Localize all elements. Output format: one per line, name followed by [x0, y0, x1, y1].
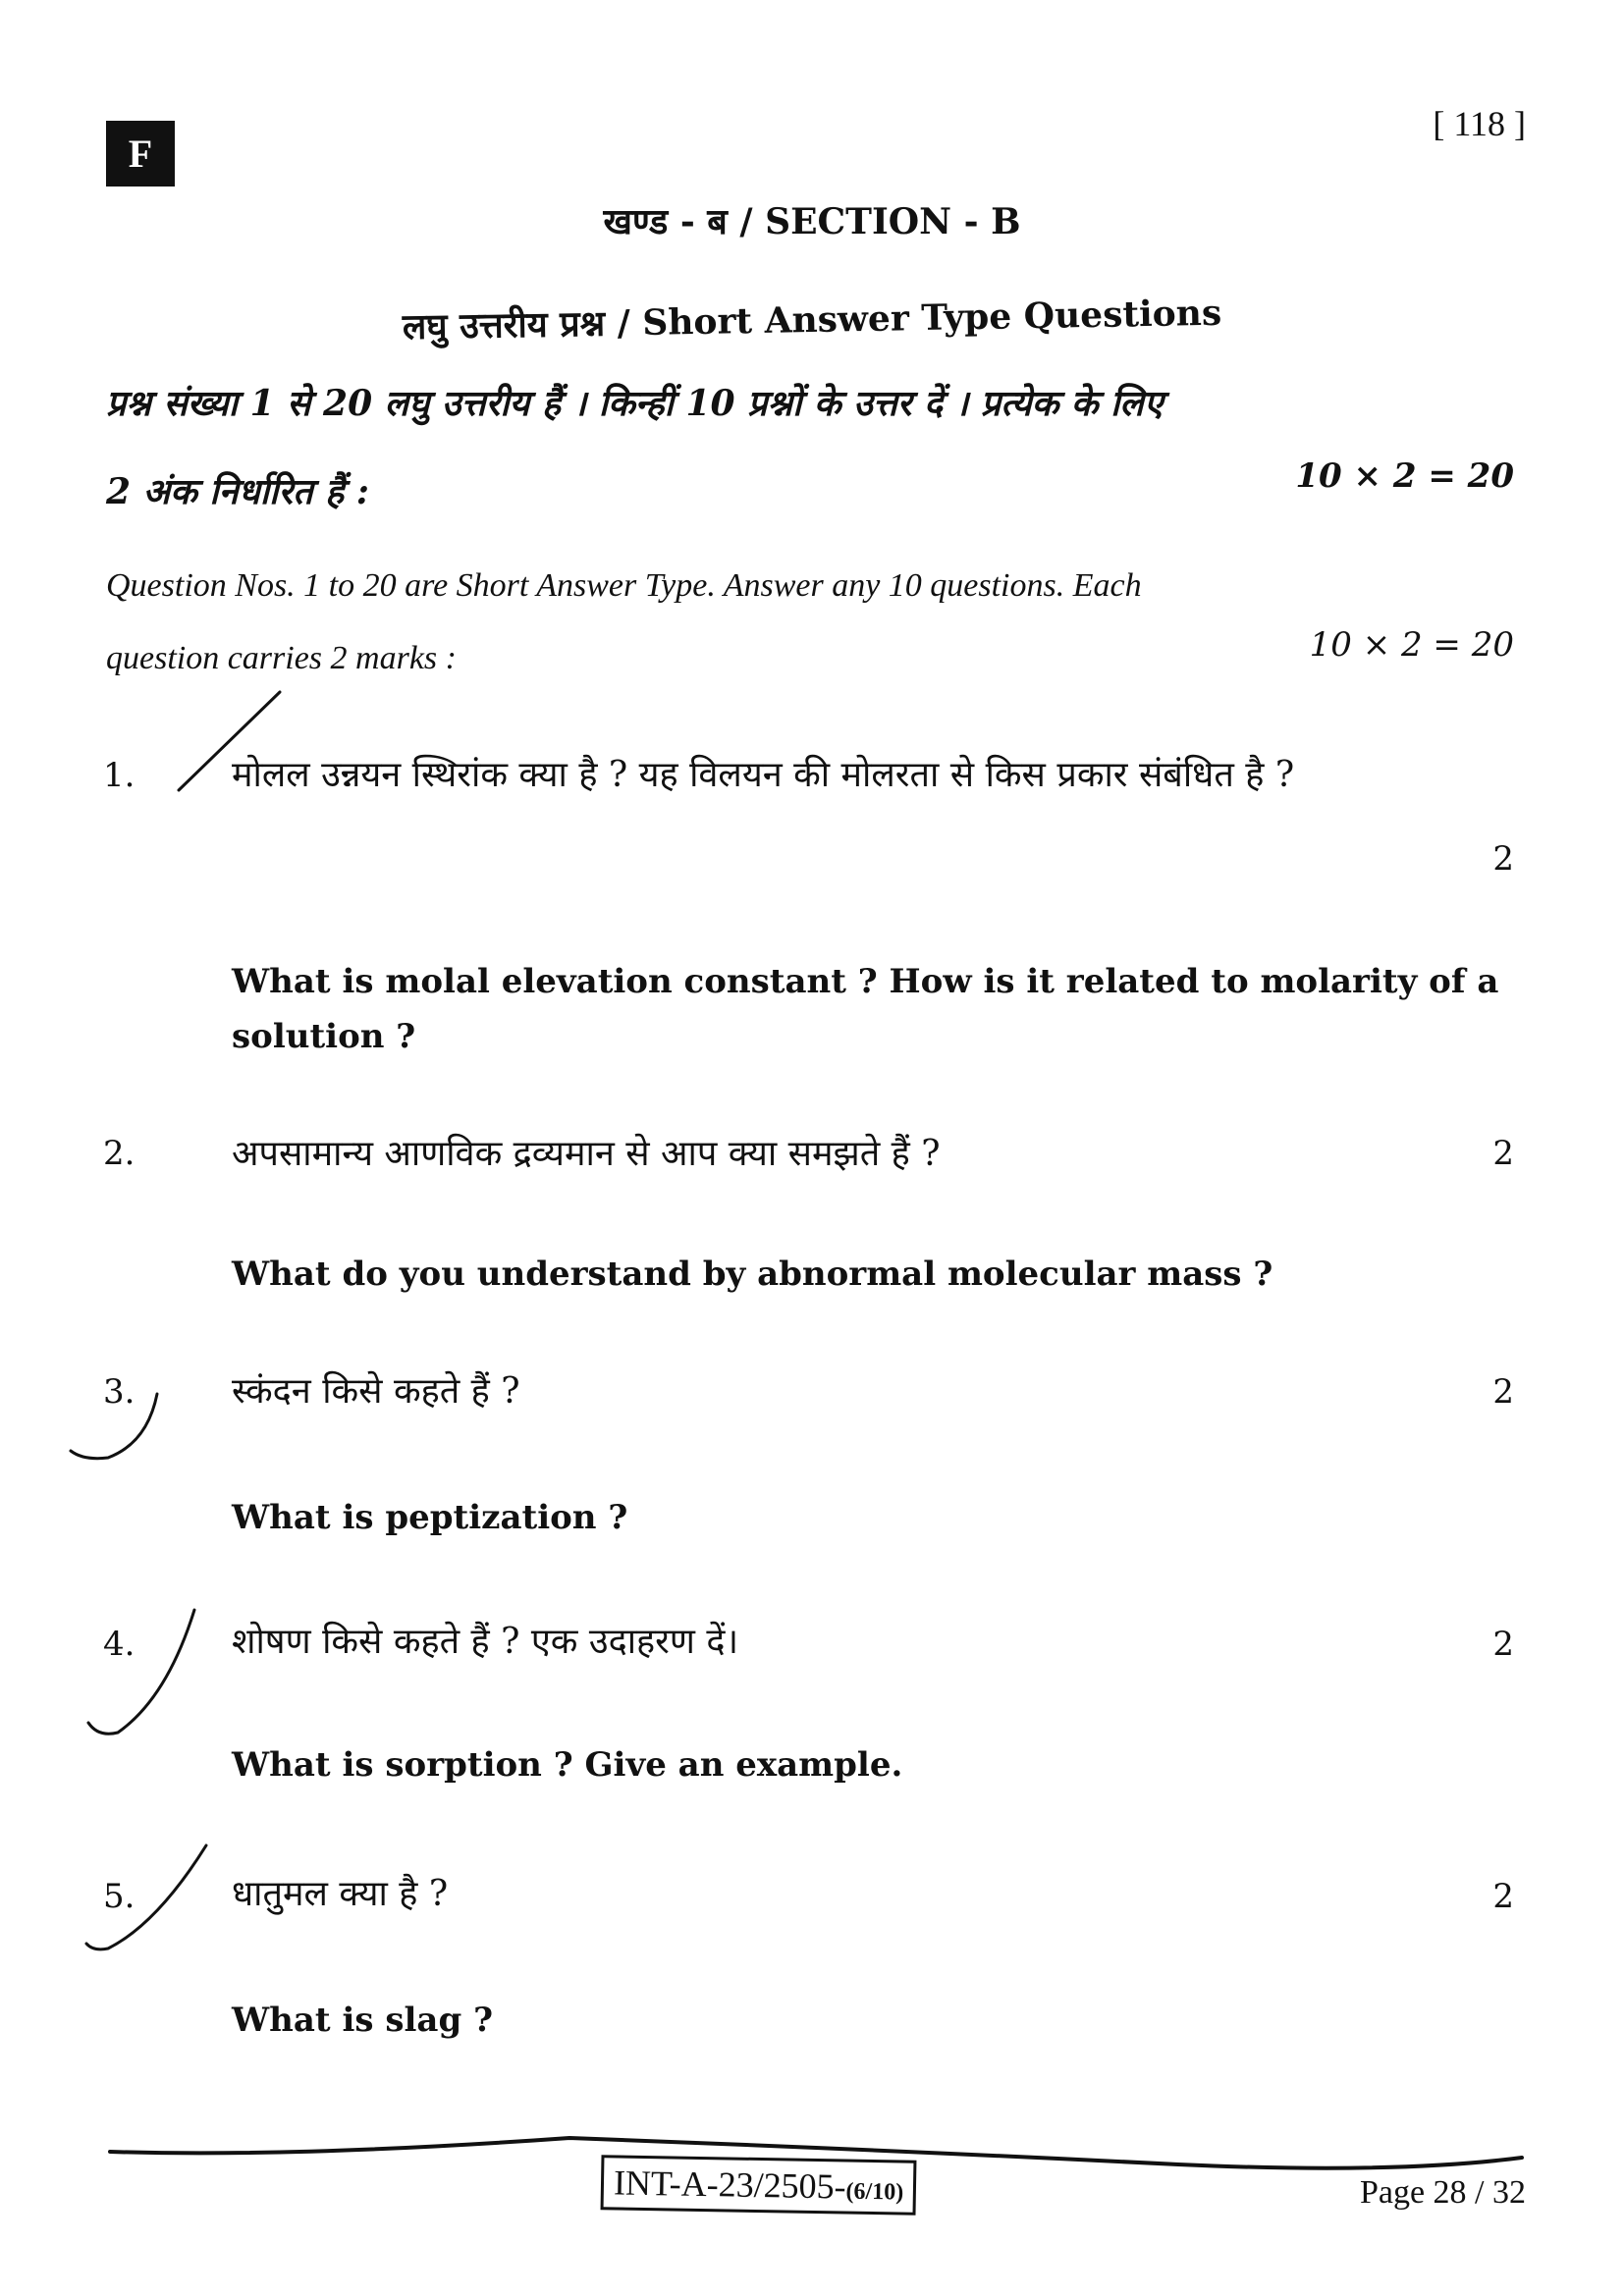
question-english: What is slag ? [232, 2001, 493, 2040]
instructions-hindi-line1: प्रश्न संख्या 1 से 20 लघु उत्तरीय हैं । किन्हीं 10 प्रश्नों के उत्तर दें । प्रत्येक के लिए [106, 383, 1164, 424]
instructions-hindi-line2: 2 अंक निर्धारित हैं : [106, 471, 370, 512]
section-subtitle: लघु उत्तरीय प्रश्न / Short Answer Type Questions [402, 292, 1222, 348]
paper-code-box [601, 2155, 917, 2216]
question-marks: 2 [1492, 1877, 1514, 1916]
set-code-badge: F [106, 121, 175, 187]
question-number: 3. [103, 1372, 135, 1412]
section-title: खण्ड - ब / SECTION - B [603, 201, 1021, 242]
page-number: [ 118 ] [1433, 104, 1526, 143]
question-marks: 2 [1492, 839, 1514, 879]
instructions-english-marks: 10 × 2 = 20 [1309, 625, 1514, 665]
question-english: What is sorption ? Give an example. [232, 1745, 903, 1785]
question-english: What do you understand by abnormal molecular mass ? [232, 1255, 1273, 1294]
question-hindi: धातुमल क्या है ? [232, 1874, 449, 1914]
question-marks: 2 [1492, 1134, 1514, 1173]
paper-code: INT-A-23/2505- [613, 2163, 846, 2207]
instructions-english-line1: Question Nos. 1 to 20 are Short Answer Type. Answer any 10 questions. Each [106, 567, 1142, 604]
instructions-hindi-marks: 10 × 2 = 20 [1295, 456, 1514, 496]
question-english: What is peptization ? [232, 1498, 628, 1537]
paper-code-suffix: (6/10) [845, 2178, 904, 2206]
page-indicator: Page 28 / 32 [1359, 2174, 1526, 2211]
question-hindi: अपसामान्य आणविक द्रव्यमान से आप क्या समझते हैं ? [232, 1134, 941, 1174]
question-hindi: शोषण किसे कहते हैं ? एक उदाहरण दें। [232, 1622, 739, 1662]
question-hindi: मोलल उन्नयन स्थिरांक क्या है ? यह विलयन की मोलरता से किस प्रकार संबंधित है ? [232, 755, 1295, 795]
instructions-english-line2: question carries 2 marks : [106, 640, 457, 676]
question-marks: 2 [1492, 1625, 1514, 1664]
question-hindi: स्कंदन किसे कहते हैं ? [232, 1371, 520, 1412]
question-number: 4. [103, 1625, 135, 1664]
question-english: What is molal elevation constant ? How is it related to molarity of a solution ? [232, 962, 1499, 1056]
question-number: 1. [103, 756, 135, 795]
question-number: 5. [103, 1877, 135, 1916]
question-number: 2. [103, 1134, 135, 1173]
question-marks: 2 [1492, 1372, 1514, 1412]
